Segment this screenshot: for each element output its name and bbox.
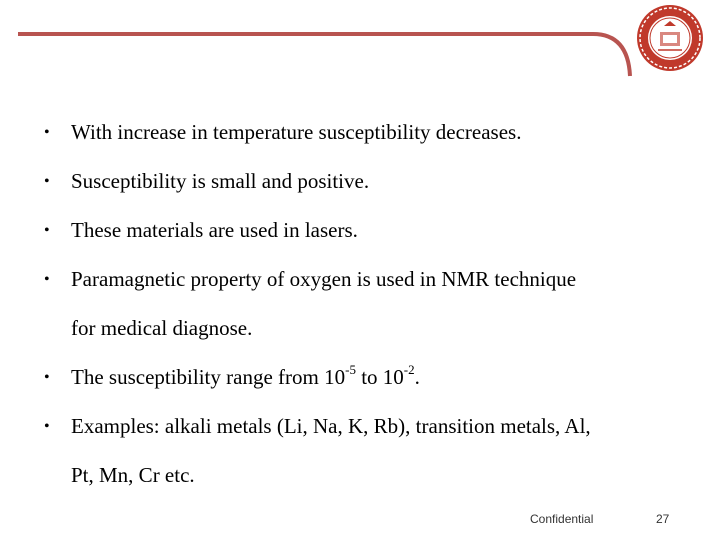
bullet-dot: •	[44, 173, 50, 190]
range-prefix: The susceptibility range from 10	[71, 365, 346, 389]
list-item	[44, 108, 684, 157]
bullet-dot: •	[44, 271, 50, 288]
bullet-text: Susceptibility is small and positive.	[71, 169, 370, 193]
range-exponent-low: -5	[345, 362, 356, 377]
university-seal-icon	[628, 2, 708, 74]
bullet-dot: •	[44, 369, 50, 386]
list-item	[44, 255, 684, 353]
page-number: 27	[656, 512, 670, 526]
bullet-text: These materials are used in lasers.	[71, 218, 358, 242]
bullet-dot: •	[44, 124, 50, 141]
bullet-dot: •	[44, 418, 50, 435]
bullet-text: Examples: alkali metals (Li, Na, K, Rb), transition metals, Al,	[71, 414, 591, 438]
list-item	[44, 402, 684, 500]
bullet-text: With increase in temperature susceptibility decreases.	[71, 120, 522, 144]
bullet-list	[44, 108, 684, 500]
bullet-dot: •	[44, 222, 50, 239]
bullet-text	[71, 362, 420, 389]
bullet-text-continuation: for medical diagnose.	[71, 316, 253, 340]
range-middle: to 10	[355, 365, 404, 389]
list-item	[44, 206, 684, 255]
list-item	[44, 353, 684, 402]
footer-confidential-label: Confidential	[530, 512, 594, 526]
list-item	[44, 157, 684, 206]
bullet-text: Paramagnetic property of oxygen is used in NMR technique	[71, 267, 577, 291]
range-suffix: .	[414, 365, 420, 389]
header-accent-line	[18, 30, 718, 80]
range-exponent-high: -2	[403, 362, 415, 377]
bullet-text-continuation: Pt, Mn, Cr etc.	[71, 463, 195, 487]
